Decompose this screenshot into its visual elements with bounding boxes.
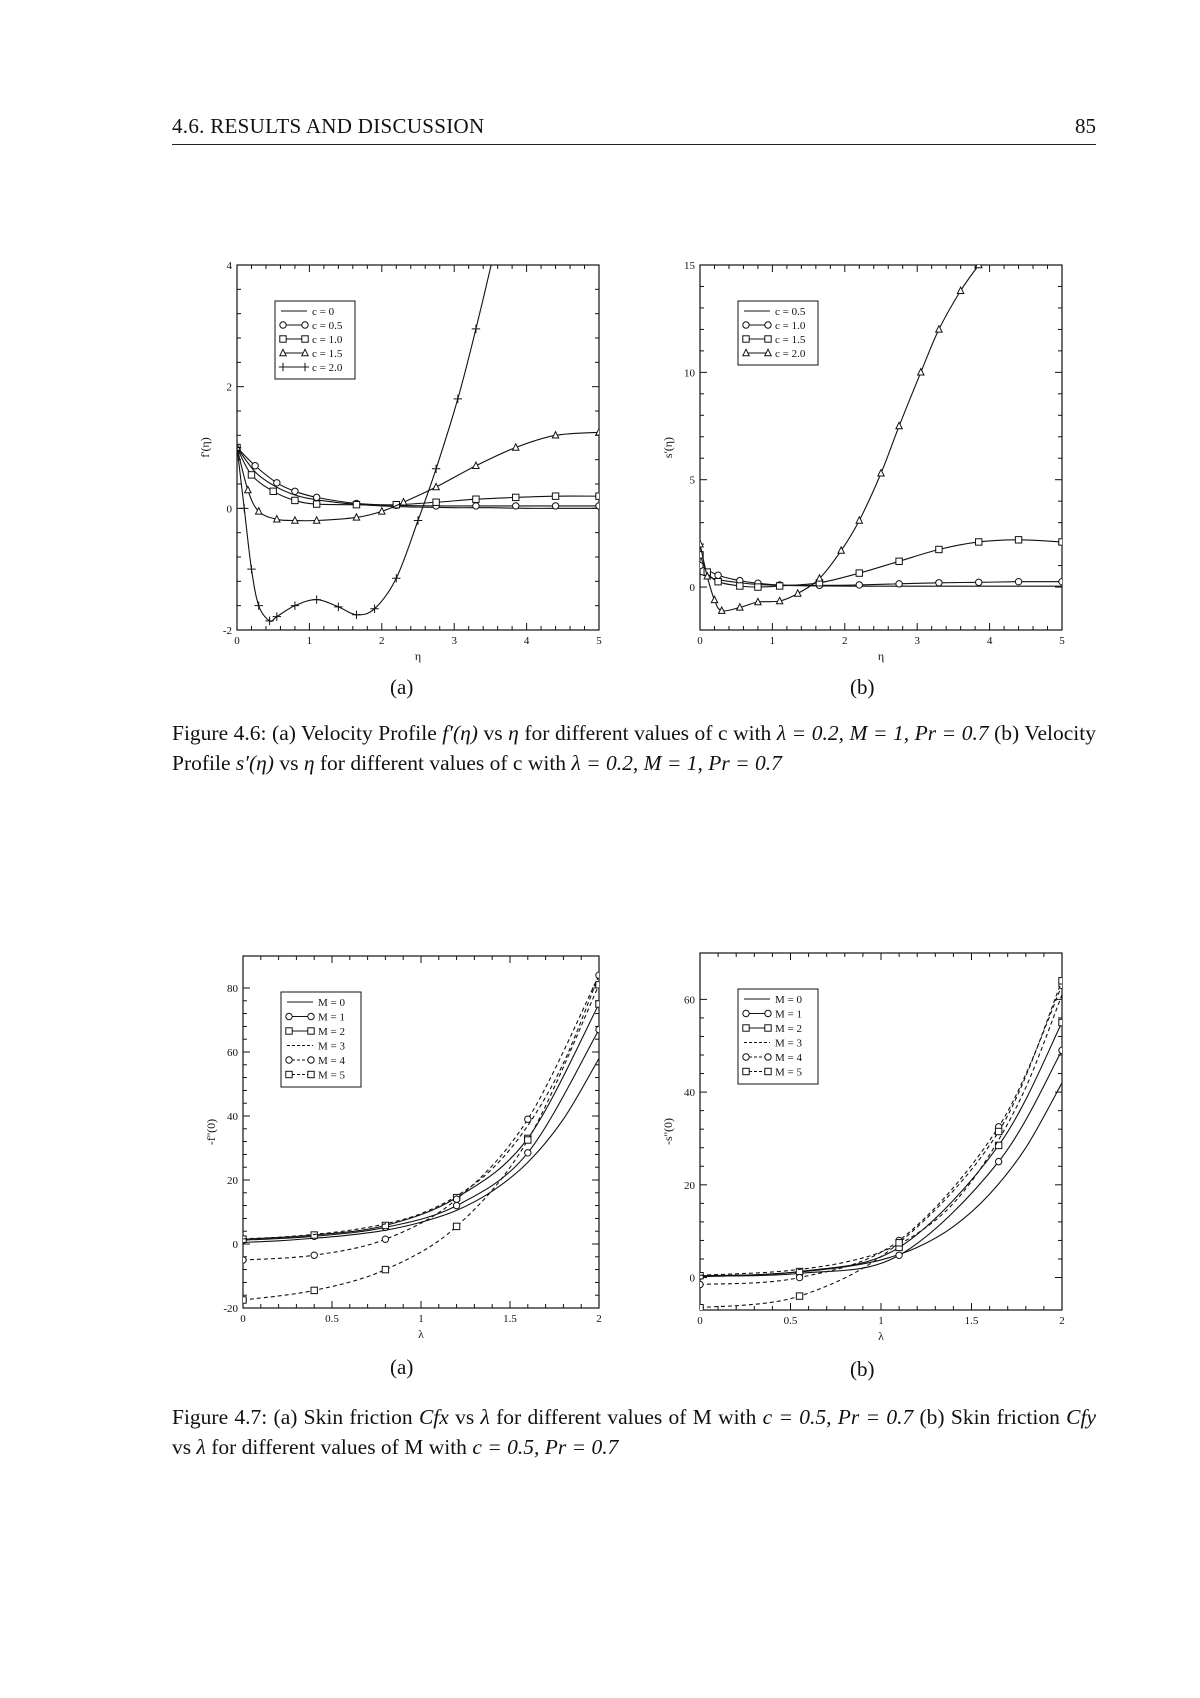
data-point: [552, 493, 558, 499]
caption-text: Figure 4.7: (a) Skin friction: [172, 1405, 419, 1429]
legend-marker: [302, 336, 308, 342]
data-point: [432, 465, 440, 473]
legend-entry: M = 2: [775, 1023, 802, 1035]
data-point: [382, 1236, 388, 1242]
data-point: [856, 517, 862, 523]
data-point: [291, 601, 299, 609]
data-point: [525, 1137, 531, 1143]
data-point: [596, 1026, 602, 1032]
legend-marker: [302, 322, 308, 328]
x-tick-label: 3: [451, 635, 457, 647]
legend-marker: [286, 1057, 292, 1063]
caption-math: η: [508, 721, 519, 745]
data-point: [382, 1222, 388, 1228]
x-tick-label: 0: [240, 1313, 246, 1325]
data-point: [596, 429, 602, 435]
data-point: [313, 494, 319, 500]
caption-math: Cfy: [1066, 1405, 1096, 1429]
legend-marker: [308, 1057, 314, 1063]
data-point: [596, 493, 602, 499]
y-tick-label: 60: [684, 994, 695, 1007]
x-tick-label: 0: [234, 635, 240, 647]
data-point: [382, 1266, 388, 1272]
data-point: [292, 488, 298, 494]
data-point: [472, 325, 480, 333]
caption-math: λ: [480, 1405, 490, 1429]
x-tick-label: 1: [418, 1313, 424, 1325]
subfigure-label-46b: (b): [850, 675, 875, 699]
chart-fig46b: [648, 255, 1078, 670]
data-point: [433, 483, 439, 489]
data-point: [715, 578, 721, 584]
data-point: [697, 1304, 703, 1310]
legend-marker: [743, 1010, 749, 1016]
legend-entry: M = 0: [775, 994, 802, 1006]
x-tick-label: 3: [914, 635, 920, 647]
page-number: 85: [1075, 114, 1096, 138]
legend-marker: [280, 322, 286, 328]
data-point: [711, 596, 717, 602]
data-point: [255, 601, 263, 609]
data-point: [433, 499, 439, 505]
legend-entry: M = 2: [318, 1026, 345, 1038]
x-tick-label: 2: [596, 1313, 602, 1325]
data-point: [1015, 578, 1021, 584]
legend-entry: M = 1: [318, 1011, 345, 1024]
caption-text: (b) Velocity Profile: [172, 721, 1097, 775]
data-point: [596, 1001, 602, 1007]
caption-math: λ = 0.2, M = 1, Pr = 0.7: [776, 721, 989, 745]
y-tick-label: 15: [684, 260, 695, 272]
series-line: [700, 1083, 1062, 1277]
data-point: [918, 369, 924, 375]
data-point: [240, 1257, 246, 1263]
legend-marker: [743, 1054, 749, 1060]
legend-marker: [765, 1025, 771, 1031]
x-tick-label: 1: [306, 635, 313, 647]
legend-entry: c = 0: [312, 306, 335, 318]
x-tick-label: 2: [1059, 1315, 1065, 1327]
x-axis-label: η: [877, 649, 885, 663]
data-point: [596, 972, 602, 978]
data-point: [856, 582, 862, 588]
figure-4-6-caption: [172, 718, 1096, 778]
data-point: [392, 574, 400, 582]
data-point: [513, 503, 519, 509]
data-point: [292, 497, 298, 503]
y-tick-label: 20: [684, 1179, 695, 1192]
x-axis-label: λ: [878, 1329, 884, 1343]
data-point: [270, 488, 276, 494]
legend-entry: c = 1.5: [312, 348, 343, 360]
data-point: [936, 580, 942, 586]
data-point: [1059, 1019, 1065, 1025]
x-tick-label: 0.5: [783, 1315, 798, 1327]
x-tick-label: 0: [697, 1315, 703, 1327]
legend-entry: c = 1.5: [775, 334, 806, 346]
data-point: [525, 1116, 531, 1122]
y-axis-label: f'(η): [198, 437, 212, 458]
data-point: [976, 579, 982, 585]
data-point: [352, 611, 360, 619]
data-point: [1059, 539, 1065, 545]
data-point: [353, 501, 359, 507]
data-point: [596, 503, 602, 509]
x-tick-label: 0: [697, 635, 703, 647]
data-point: [995, 1158, 1001, 1164]
series-line: [700, 540, 1062, 587]
data-point: [312, 595, 320, 603]
subfigure-label-47b: (b): [850, 1357, 875, 1381]
data-point: [697, 562, 703, 568]
x-tick-label: 0.5: [325, 1313, 339, 1325]
caption-text: for different values of c with: [314, 751, 572, 775]
x-axis-label: λ: [418, 1327, 424, 1341]
caption-text: vs: [172, 1435, 197, 1459]
legend-marker: [286, 1028, 292, 1034]
data-point: [240, 1297, 246, 1303]
data-point: [976, 539, 982, 545]
caption-math: c = 0.5, Pr = 0.7: [762, 1405, 914, 1429]
legend-entry: M = 5: [318, 1069, 345, 1082]
legend-entry: M = 3: [775, 1037, 802, 1050]
data-point: [796, 1293, 802, 1299]
y-tick-label: 60: [227, 1047, 238, 1059]
data-point: [795, 590, 801, 596]
caption-math: Cfx: [418, 1405, 449, 1429]
data-point: [252, 463, 258, 469]
legend-marker: [280, 336, 286, 342]
data-point: [414, 516, 422, 524]
x-axis-label: η: [414, 649, 422, 663]
y-tick-label: 40: [684, 1087, 695, 1100]
data-point: [334, 603, 342, 611]
y-tick-label: 20: [227, 1175, 238, 1187]
data-point: [248, 472, 254, 478]
legend-entry: M = 4: [318, 1055, 345, 1067]
data-point: [896, 558, 902, 564]
legend-entry: c = 2.0: [312, 362, 343, 374]
data-point: [715, 572, 721, 578]
data-point: [453, 1223, 459, 1229]
data-point: [311, 1252, 317, 1258]
data-point: [737, 583, 743, 589]
legend-marker: [765, 1010, 771, 1016]
y-tick-label: -2: [222, 625, 232, 637]
chart-fig46a: [185, 255, 615, 670]
y-axis-label: -f''(0): [204, 1118, 218, 1146]
legend-marker: [286, 1013, 292, 1019]
caption-math: f′(η): [442, 721, 478, 745]
data-point: [311, 1287, 317, 1293]
caption-text: for different values of M with: [489, 1405, 763, 1429]
x-tick-label: 5: [596, 635, 602, 647]
data-point: [513, 494, 519, 500]
x-tick-label: 1.5: [964, 1315, 979, 1327]
caption-math: c = 0.5, Pr = 0.7: [472, 1435, 619, 1459]
y-tick-label: 0: [689, 1272, 695, 1285]
x-tick-label: 1: [878, 1315, 884, 1327]
y-tick-label: 10: [684, 367, 695, 380]
legend-marker: [743, 322, 749, 328]
caption-text: Figure 4.6: (a) Velocity Profile: [172, 721, 443, 745]
data-point: [311, 1232, 317, 1238]
y-tick-label: 4: [226, 260, 232, 272]
x-tick-label: 1: [769, 635, 776, 647]
caption-math: η: [303, 751, 315, 775]
legend-entry: c = 0.5: [775, 306, 806, 318]
series-line: [700, 566, 1062, 586]
y-tick-label: -20: [223, 1303, 238, 1315]
x-tick-label: 4: [523, 635, 530, 647]
caption-text: (b) Skin friction: [913, 1405, 1067, 1429]
x-tick-label: 2: [842, 635, 848, 647]
data-point: [878, 470, 884, 476]
legend-entry: c = 1.0: [312, 334, 343, 346]
y-axis-label: s'(η): [661, 436, 675, 459]
data-point: [247, 565, 255, 573]
y-tick-label: 0: [689, 582, 695, 595]
data-point: [936, 326, 942, 332]
y-tick-label: 80: [227, 983, 238, 995]
data-point: [453, 1196, 459, 1202]
legend-marker: [308, 1028, 314, 1034]
caption-math: s′(η): [235, 751, 274, 775]
figure-4-7-caption: [172, 1402, 1096, 1462]
y-tick-label: 5: [689, 474, 695, 487]
caption-text: for different values of c with: [518, 721, 777, 745]
data-point: [896, 1240, 902, 1246]
data-point: [755, 584, 761, 590]
data-point: [274, 480, 280, 486]
caption-math: λ = 0.2, M = 1, Pr = 0.7: [571, 751, 782, 775]
data-point: [776, 583, 782, 589]
data-point: [473, 496, 479, 502]
data-point: [697, 540, 703, 546]
legend-marker: [765, 336, 771, 342]
legend-entry: M = 1: [775, 1008, 802, 1021]
y-tick-label: 40: [227, 1111, 238, 1123]
legend-entry: M = 0: [318, 997, 345, 1009]
caption-text: vs: [273, 751, 304, 775]
x-tick-label: 4: [986, 635, 993, 647]
x-tick-label: 1.5: [503, 1313, 517, 1325]
data-point: [856, 570, 862, 576]
legend-entry: M = 4: [775, 1052, 802, 1064]
data-point: [596, 982, 602, 988]
y-tick-label: 0: [232, 1239, 238, 1251]
caption-text: for different values of M with: [205, 1435, 473, 1459]
caption-math: λ: [196, 1435, 206, 1459]
legend-marker: [765, 1054, 771, 1060]
y-axis-label: -s''(0): [661, 1118, 675, 1145]
caption-text: vs: [448, 1405, 481, 1429]
data-point: [552, 503, 558, 509]
y-tick-label: 2: [226, 381, 232, 394]
chart-fig47a: [185, 948, 615, 1348]
legend-marker: [765, 1068, 771, 1074]
running-header: [172, 112, 1096, 145]
legend-marker: [743, 1068, 749, 1074]
y-tick-label: 0: [226, 503, 232, 516]
data-point: [473, 503, 479, 509]
section-title: 4.6. RESULTS AND DISCUSSION: [172, 114, 485, 138]
data-point: [1059, 978, 1065, 984]
subfigure-label-46a: (a): [390, 675, 414, 699]
data-point: [1059, 1047, 1065, 1053]
data-point: [896, 1252, 902, 1258]
legend-marker: [286, 1071, 292, 1077]
legend-marker: [308, 1013, 314, 1019]
data-point: [453, 1202, 459, 1208]
caption-text: vs: [477, 721, 509, 745]
x-tick-label: 2: [379, 635, 385, 647]
legend-entry: c = 1.0: [775, 320, 806, 332]
legend-marker: [743, 336, 749, 342]
legend-entry: M = 5: [775, 1066, 802, 1079]
data-point: [896, 422, 902, 428]
subfigure-label-47a: (a): [390, 1355, 414, 1379]
data-point: [995, 1128, 1001, 1134]
legend-entry: c = 0.5: [312, 320, 343, 332]
legend-marker: [743, 1025, 749, 1031]
data-point: [1059, 578, 1065, 584]
data-point: [454, 395, 462, 403]
legend-entry: M = 3: [318, 1040, 345, 1053]
legend-marker: [765, 322, 771, 328]
data-point: [525, 1150, 531, 1156]
x-tick-label: 5: [1059, 635, 1065, 647]
data-point: [313, 501, 319, 507]
legend-marker: [308, 1071, 314, 1077]
chart-fig47b: [648, 948, 1078, 1348]
legend-entry: c = 2.0: [775, 348, 806, 360]
data-point: [245, 486, 251, 492]
data-point: [796, 1274, 802, 1280]
data-point: [936, 546, 942, 552]
data-point: [1015, 537, 1021, 543]
data-point: [697, 1281, 703, 1287]
data-point: [240, 504, 248, 512]
data-point: [896, 581, 902, 587]
